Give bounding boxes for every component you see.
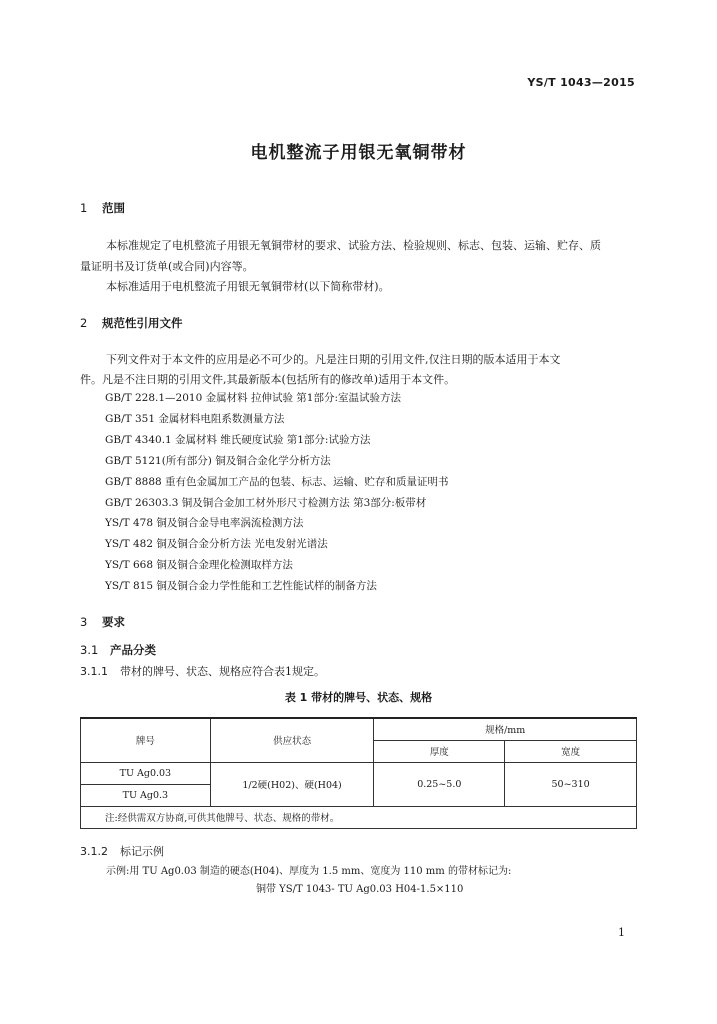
subsection-title: 产品分类 <box>110 643 156 657</box>
reference-item: GB/T 4340.1 金属材料 维氏硬度试验 第1部分:试验方法 <box>105 434 371 446</box>
subsection-3-1-heading <box>80 642 156 658</box>
scope-para2: 本标准适用于电机整流子用银无氧铜带材(以下简称带材)。 <box>106 280 390 293</box>
subsection-number: 3.1.1 <box>80 665 108 678</box>
reference-item: YS/T 668 铜及铜合金理化检测取样方法 <box>105 559 293 571</box>
subsection-title: 标记示例 <box>120 845 164 858</box>
table-caption: 表 1 带材的牌号、状态、规格 <box>284 691 433 704</box>
page-number: 1 <box>618 926 625 939</box>
subsection-number: 3.1 <box>80 643 99 657</box>
document-title: 电机整流子用银无氧铜带材 <box>250 143 467 163</box>
subsection-number: 3.1.2 <box>80 845 108 858</box>
reference-item: YS/T 478 铜及铜合金导电率涡流检测方法 <box>105 517 304 529</box>
scope-para1-line1: 本标准规定了电机整流子用银无氧铜带材的要求、试验方法、检验规则、标志、包装、运输、贮存、质 <box>106 239 601 252</box>
subsection-3-1-2 <box>80 843 164 859</box>
section-number: 1 <box>80 201 88 215</box>
reference-item: YS/T 815 铜及铜合金力学性能和工艺性能试样的制备方法 <box>105 580 377 592</box>
reference-item: GB/T 351 金属材料电阻系数测量方法 <box>105 413 285 425</box>
header-width: 宽度 <box>505 740 637 762</box>
reference-item: GB/T 8888 重有色金属加工产品的包装、标志、运输、贮存和质量证明书 <box>105 476 449 488</box>
cell-grade: TU Ag0.03 <box>81 762 211 784</box>
subsection-3-1-1 <box>80 663 325 679</box>
section-number: 3 <box>80 615 88 629</box>
cell-thickness: 0.25~5.0 <box>374 762 505 806</box>
example-text: 示例:用 TU Ag0.03 制造的硬态(H04)、厚度为 1.5 mm、宽度为 110 mm 的带材标记为: <box>106 866 512 877</box>
reference-item: GB/T 228.1—2010 金属材料 拉伸试验 第1部分:室温试验方法 <box>105 392 401 404</box>
header-spec: 规格/mm <box>374 718 637 740</box>
header-thickness: 厚度 <box>374 740 505 762</box>
spec-table <box>80 717 637 829</box>
header-grade: 牌号 <box>81 718 211 762</box>
reference-item: GB/T 26303.3 铜及铜合金加工材外形尺寸检测方法 第3部分:板带材 <box>105 497 427 509</box>
cell-state: 1/2硬(H02)、硬(H04) <box>210 762 374 806</box>
section-title: 范围 <box>102 201 125 215</box>
section-title: 规范性引用文件 <box>102 316 183 330</box>
subsection-text: 带材的牌号、状态、规格应符合表1规定。 <box>120 665 325 678</box>
cell-width: 50~310 <box>505 762 637 806</box>
refs-intro-line2: 件。凡是不注日期的引用文件,其最新版本(包括所有的修改单)适用于本文件。 <box>80 373 456 386</box>
section-2-heading <box>80 315 183 331</box>
reference-item: GB/T 5121(所有部分) 铜及铜合金化学分析方法 <box>105 455 331 467</box>
section-title: 要求 <box>102 615 125 629</box>
section-1-heading <box>80 200 125 216</box>
cell-grade: TU Ag0.3 <box>81 784 211 806</box>
example-mark: 铜带 YS/T 1043- TU Ag0.03 H04-1.5×110 <box>256 884 464 895</box>
table-note: 注:经供需双方协商,可供其他牌号、状态、规格的带材。 <box>81 806 637 828</box>
scope-para1-line2: 量证明书及订货单(或合同)内容等。 <box>80 260 254 273</box>
standard-number: YS/T 1043—2015 <box>527 76 635 89</box>
section-number: 2 <box>80 316 88 330</box>
header-state: 供应状态 <box>210 718 374 762</box>
reference-item: YS/T 482 铜及铜合金分析方法 光电发射光谱法 <box>105 538 328 550</box>
refs-intro-line1: 下列文件对于本文件的应用是必不可少的。凡是注日期的引用文件,仅注日期的版本适用于本文 <box>106 353 561 366</box>
section-3-heading <box>80 614 125 630</box>
